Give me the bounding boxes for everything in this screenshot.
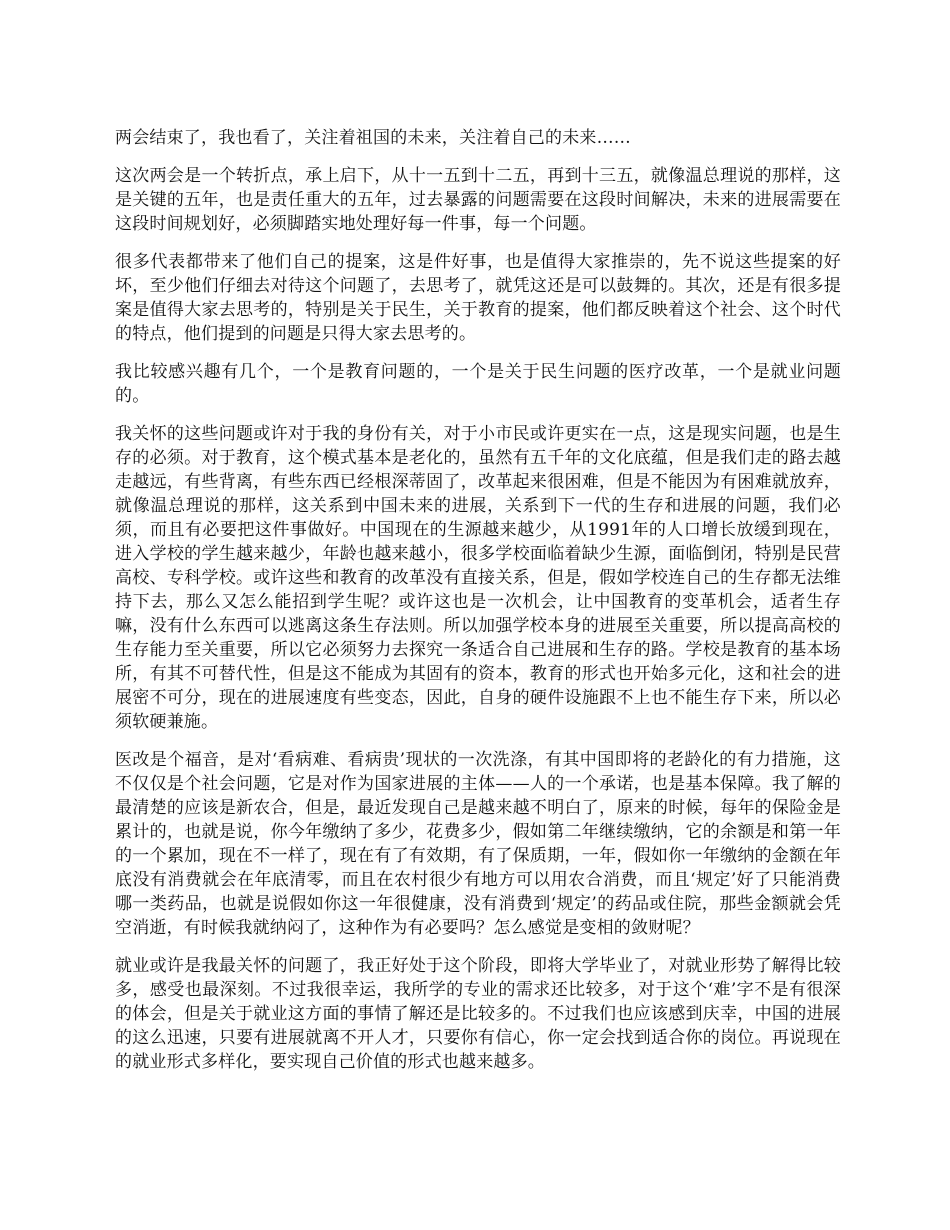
paragraph-medical-reform: 医改是个福音，是对‘看病难、看病贵’现状的一次洗涤，有其中国即将的老龄化的有力措施，这不仅仅是个社会问题，它是对作为国家进展的主体——人的一个承诺，也是基本保障。我了解的最清楚的应该是新农合，但是，最近发现自己是越来越不明白了，原来的时候，每年的保险金是累计的，也就是说，你今年缴纳了多少，花费多少，假如第二年继续缴纳，它的余额是和第一年的一个累加，现在不一样了，现在有了有效期，有了保质期，一年，假如你一年缴纳的金额在年底没有消费就会在年底清零，而且在农村很少有地方可以用农合消费，而且‘规定’好了只能消费哪一类药品，也就是说假如你这一年很健康，没有消费到‘规定’的药品或住院，那些金额就会凭空消逝，有时候我就纳闷了，这种作为有必要吗？怎么感觉是变相的敛财呢？ [115, 750, 841, 938]
paragraph-interests: 我比较感兴趣有几个，一个是教育问题的，一个是关于民生问题的医疗改革，一个是就业问题的。 [115, 362, 841, 406]
paragraph-education: 我关怀的这些问题或许对于我的身份有关，对于小市民或许更实在一点，这是现实问题，也是生存的必须。对于教育，这个模式基本是老化的，虽然有五千年的文化底蕴，但是我们走的路去越走越远，有些背离，有些东西已经根深蒂固了，改革起来很困难，但是不能因为有困难就放弃，就像温总理说的那样，这关系到中国未来的进展，关系到下一代的生存和进展的问题，我们必须，而且有必要把这件事做好。中国现在的生源越来越少，从1991年的人口增长放缓到现在，进入学校的学生越来越少，年龄也越来越小，很多学校面临着缺少生源，面临倒闭，特别是民营高校、专科学校。或许这些和教育的改革没有直接关系，但是，假如学校连自己的生存都无法维持下去，那么又怎么能招到学生呢？或许这也是一次机会，让中国教育的变革机会，适者生存嘛，没有什么东西可以逃离这条生存法则。所以加强学校本身的进展至关重要，所以提高高校的生存能力至关重要，所以它必须努力去探究一条适合自己进展和生存的路。学校是教育的基本场所，有其不可替代性，但是这不能成为其固有的资本，教育的形式也开始多元化，这和社会的进展密不可分，现在的进展速度有些变态，因此，自身的硬件设施跟不上也不能生存下来，所以必须软硬兼施。 [115, 424, 841, 732]
paragraph-intro: 两会结束了，我也看了，关注着祖国的未来，关注着自己的未来…… [115, 128, 631, 148]
paragraph-employment: 就业或许是我最关怀的问题了，我正好处于这个阶段，即将大学毕业了，对就业形势了解得比较多，感受也最深刻。不过我很幸运，我所学的专业的需求还比较多，对于这个‘难’字不是有很深的体会，但是关于就业这方面的事情了解还是比较多的。不过我们也应该感到庆幸，中国的进展的这么迅速，只要有进展就离不开人才，只要你有信心，你一定会找到适合你的岗位。再说现在的就业形式多样化，要实现自己价值的形式也越来越多。 [115, 956, 841, 1072]
paragraph-turning-point: 这次两会是一个转折点，承上启下，从十一五到十二五，再到十三五，就像温总理说的那样，这是关键的五年，也是责任重大的五年，过去暴露的问题需要在这段时间解决，未来的进展需要在这段时间规划好，必须脚踏实地处理好每一件事，每一个问题。 [115, 166, 841, 234]
paragraph-proposals: 很多代表都带来了他们自己的提案，这是件好事，也是值得大家推崇的，先不说这些提案的好坏，至少他们仔细去对待这个问题了，去思考了，就凭这还是可以鼓舞的。其次，还是有很多提案是值得大家去思考的，特别是关于民生，关于教育的提案，他们都反映着这个社会、这个时代的特点，他们提到的问题是只得大家去思考的。 [115, 252, 841, 344]
document-body [115, 126, 841, 1088]
